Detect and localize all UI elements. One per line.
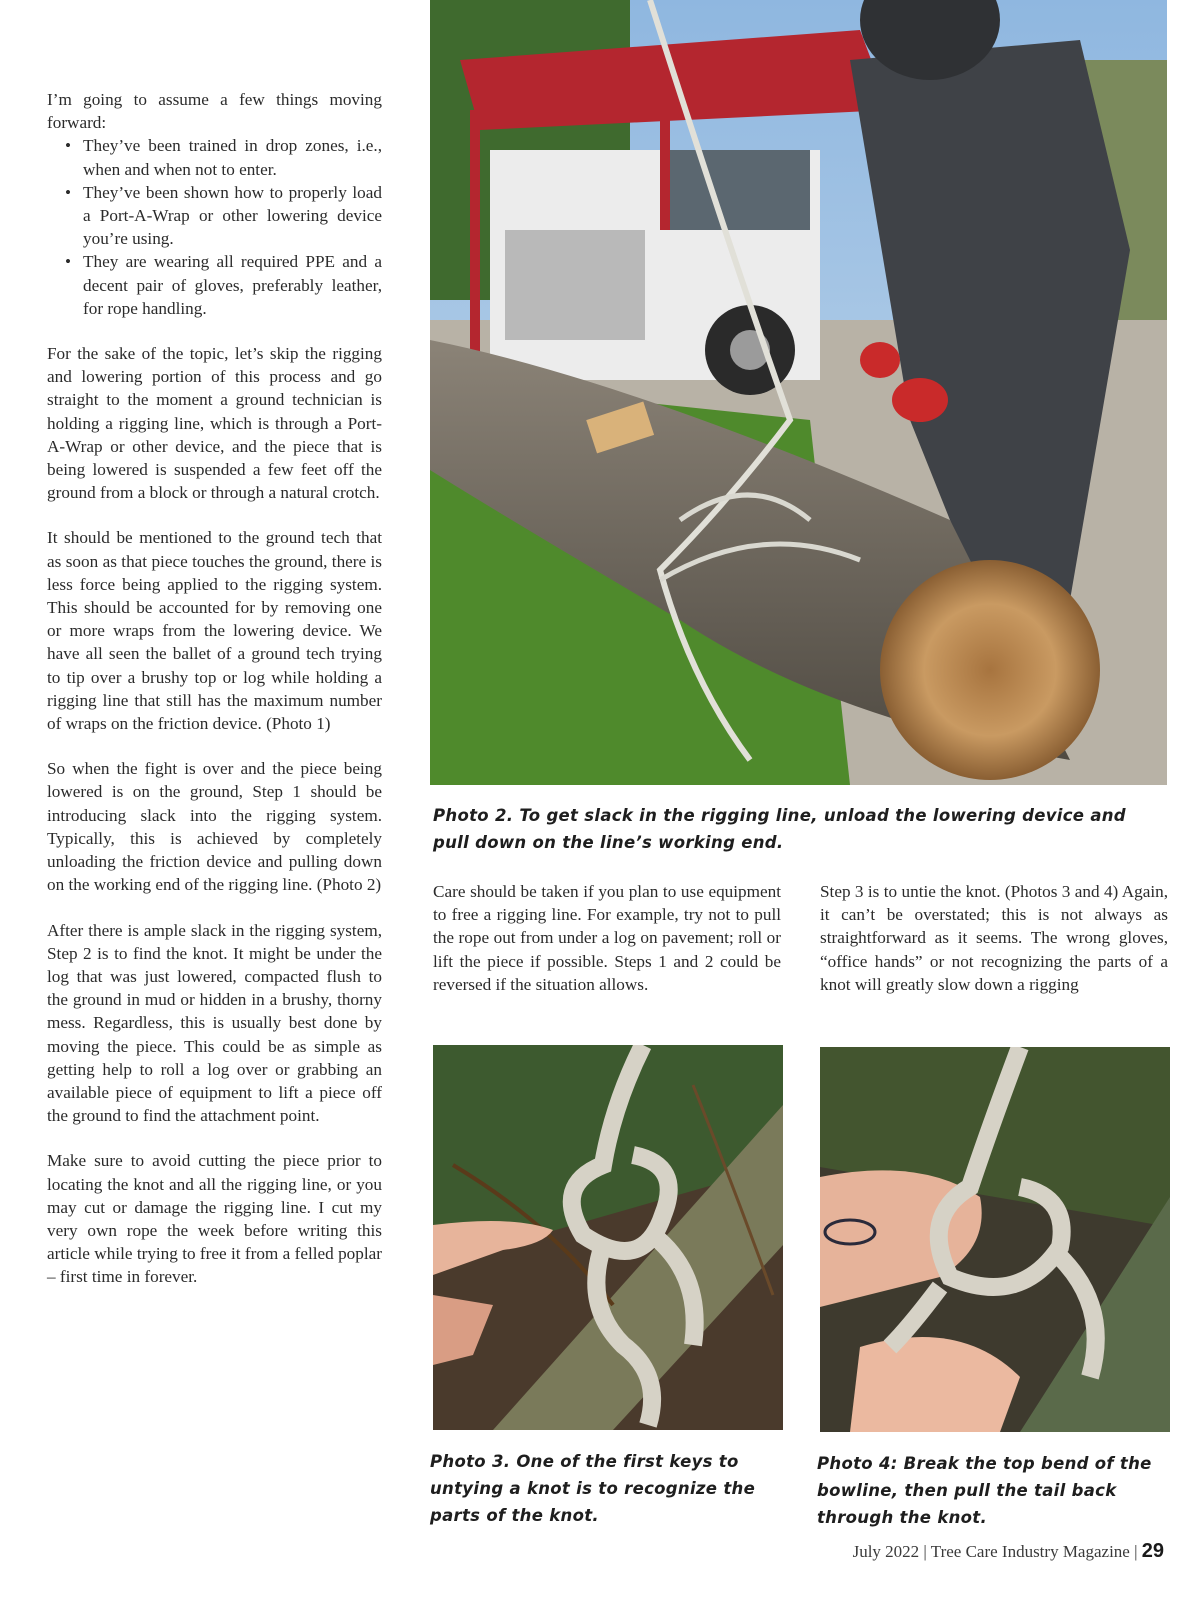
body-paragraph: Care should be taken if you plan to use equipment to free a rigging line. For example, try not to pull the rope out from under a log on pavement; roll or lift the piece if possible. Steps 1 and 2 could be reversed if the situation allows.: [433, 882, 781, 994]
middle-column: [433, 880, 781, 1018]
footer-text: July 2022 | Tree Care Industry Magazine |: [852, 1542, 1138, 1561]
list-item: • They’ve been shown how to properly load a Port-A-Wrap or other lowering device you’re using.: [83, 181, 382, 251]
photo-3-caption: Photo 3. One of the first keys to untying a knot is to recognize the parts of the knot.: [430, 1452, 756, 1525]
right-column: [820, 880, 1168, 1018]
body-paragraph: For the sake of the topic, let’s skip the rigging and lowering portion of this process and go straight to the moment a ground technician is holding a rigging line, which is through a Port-A-Wrap or other device, and the piece that is being lowered is suspended a few feet off the ground from a block or through a natural crotch.: [47, 344, 382, 503]
body-paragraph: So when the fight is over and the piece being lowered is on the ground, Step 1 should be introducing slack into the rigging system. Typically, this is achieved by completely unloading the friction device and pulling down on the working end of the rigging line. (Photo 2): [47, 759, 382, 895]
list-item: • They’ve been trained in drop zones, i.e., when and when not to enter.: [83, 134, 382, 180]
body-paragraph: Step 3 is to untie the knot. (Photos 3 and 4) Again, it can’t be overstated; this is not always as straightforward as it seems. The wrong gloves, “office hands” or not recognizing the parts of a knot will greatly slow down a rigging: [820, 882, 1168, 994]
photo-2-log-rigging: [430, 0, 1167, 785]
body-paragraph: Make sure to avoid cutting the piece prior to locating the knot and all the rigging line, or you may cut or damage the rigging line. I cut my very own rope the week before writing this article while trying to free it from a felled poplar – first time in forever.: [47, 1151, 382, 1287]
intro-paragraph: I’m going to assume a few things moving forward:: [47, 90, 382, 133]
photo-4-caption: Photo 4: Break the top bend of the bowline, then pull the tail back through the knot.: [817, 1454, 1152, 1527]
body-paragraph: It should be mentioned to the ground tech that as soon as that piece touches the ground, there is less force being applied to the rigging system. This should be accounted for by removing one or more wraps from the lowering device. We have all seen the ballet of a ground tech trying to tip over a brushy top or log while holding a rigging line that still has the maximum number of wraps on the friction device. (Photo 1): [47, 528, 382, 734]
page-number: 29: [1141, 1540, 1164, 1562]
list-item: • They are wearing all required PPE and a decent pair of gloves, preferably leather, for rope handling.: [83, 250, 382, 320]
body-paragraph: After there is ample slack in the rigging system, Step 2 is to find the knot. It might be under the log that was just lowered, compacted flush to the ground in mud or hidden in a brushy, thorny mess. Regardless, this is usually best done by moving the piece. This could be as simple as getting help to roll a log over or grabbing an available piece of equipment to lift a piece off the ground to find the attachment point.: [47, 920, 382, 1126]
photo-3-knot: [433, 1045, 783, 1430]
left-column: [47, 88, 382, 1311]
photo-2-caption: Photo 2. To get slack in the rigging line, unload the lowering device and pull down on the line’s working end.: [433, 806, 1126, 852]
assumption-list: [47, 134, 382, 320]
photo-4-knot: [820, 1047, 1170, 1432]
page-footer: [853, 1540, 1164, 1563]
